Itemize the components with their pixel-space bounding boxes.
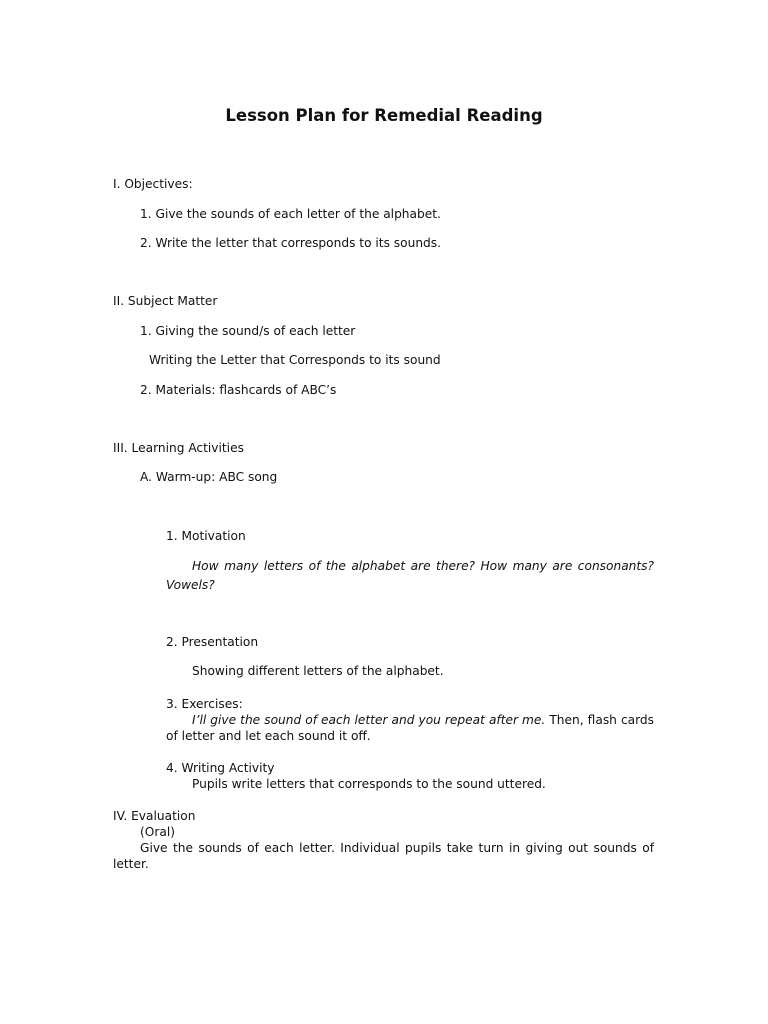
exercises-rest-text: Then, flash cards of letter and let each sound it off.: [166, 713, 654, 743]
evaluation-sub: (Oral): [140, 825, 175, 839]
objectives-heading: I. Objectives:: [113, 177, 193, 191]
evaluation-heading: IV. Evaluation: [113, 809, 196, 823]
motivation-heading: 1. Motivation: [166, 529, 246, 543]
presentation-heading: 2. Presentation: [166, 635, 259, 649]
exercises-heading: 3. Exercises:: [166, 697, 243, 711]
motivation-text: How many letters of the alphabet are there? How many are consonants? Vowels?: [166, 559, 654, 592]
warmup-item: A. Warm-up: ABC song: [140, 470, 278, 484]
evaluation-text: Give the sounds of each letter. Individual pupils take turn in giving out sounds of letter.: [113, 841, 654, 871]
document-title: Lesson Plan for Remedial Reading: [225, 106, 543, 125]
learning-activities-heading: III. Learning Activities: [113, 441, 244, 455]
presentation-text: Showing different letters of the alphabet.: [192, 664, 444, 678]
objective-item-2: 2. Write the letter that corresponds to its sounds.: [140, 236, 442, 250]
exercises-italic-text: I’ll give the sound of each letter and you repeat after me.: [192, 713, 546, 727]
subject-matter-item-2: 2. Materials: flashcards of ABC’s: [140, 383, 337, 397]
subject-matter-heading: II. Subject Matter: [113, 294, 218, 308]
writing-activity-heading: 4. Writing Activity: [166, 761, 275, 775]
writing-activity-text: Pupils write letters that corresponds to the sound uttered.: [192, 777, 546, 791]
exercises-text: [166, 712, 654, 744]
subject-matter-item-1-sub: Writing the Letter that Corresponds to its sound: [149, 353, 441, 367]
subject-matter-item-1: 1. Giving the sound/s of each letter: [140, 324, 356, 338]
objective-item-1: 1. Give the sounds of each letter of the alphabet.: [140, 207, 441, 221]
